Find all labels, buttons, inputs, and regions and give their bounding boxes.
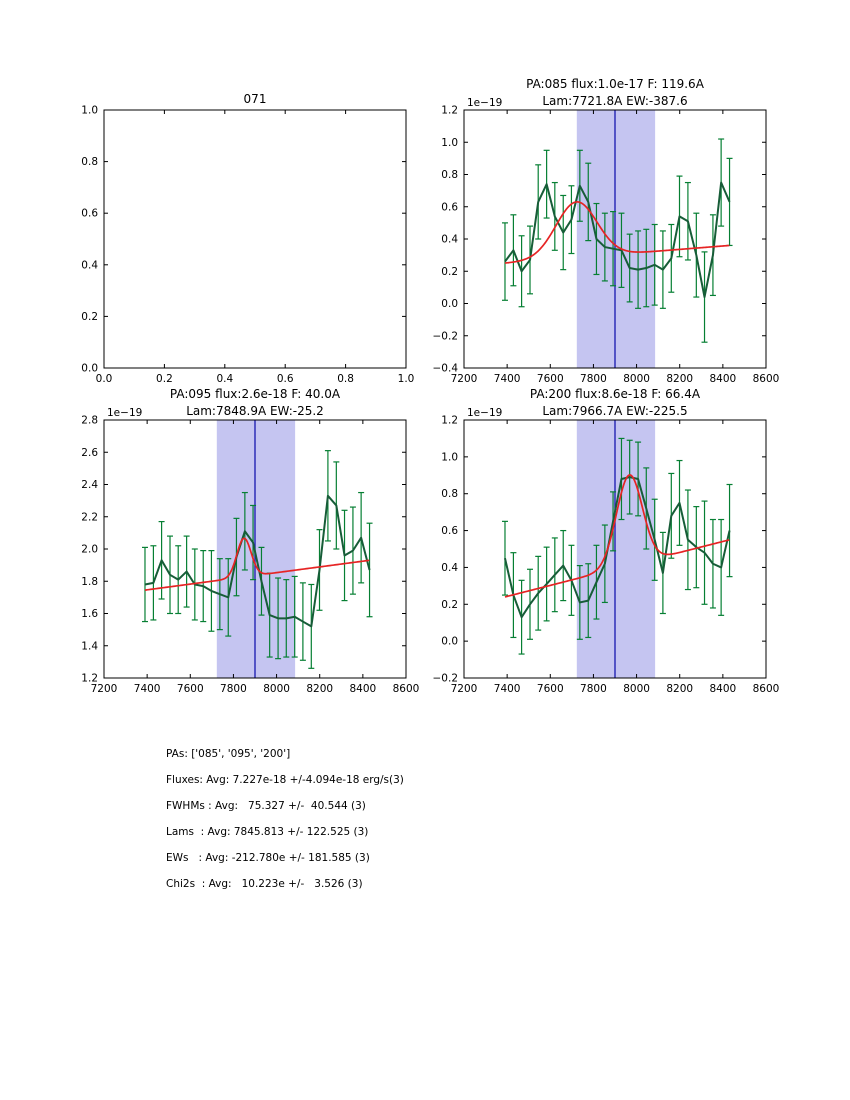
- y-tick-label: 0.2: [81, 310, 98, 323]
- x-tick-label: 7600: [176, 683, 204, 695]
- x-tick-label: 7600: [536, 683, 564, 695]
- x-tick-label: 8600: [392, 683, 420, 695]
- plot-title-line2: Lam:7721.8A EW:-387.6: [542, 94, 688, 108]
- subplot-top-left: [81, 92, 414, 385]
- x-tick-label: 8000: [623, 683, 650, 695]
- x-tick-label: 8400: [709, 683, 737, 695]
- selection-band: [217, 420, 295, 678]
- y-tick-label: 1.2: [441, 414, 458, 427]
- y-tick-label: 0.0: [81, 362, 98, 375]
- y-tick-label: 0.8: [441, 169, 458, 181]
- plot-title: 071: [243, 92, 267, 106]
- summary-text-block: [166, 741, 404, 897]
- subplot-bottom-left: [81, 387, 419, 695]
- axis-offset-label: 1e−19: [467, 97, 503, 109]
- x-tick-label: 8200: [666, 683, 694, 695]
- plot-title-line1: PA:085 flux:1.0e-17 F: 119.6A: [526, 77, 704, 91]
- plot-title-line1: PA:200 flux:8.6e-18 F: 66.4A: [529, 387, 701, 401]
- y-tick-label: 0.6: [441, 201, 458, 214]
- summary-line-fwhms: FWHMs : Avg: 75.327 +/- 40.544 (3): [166, 800, 366, 812]
- axis-offset-label: 1e−19: [107, 407, 143, 419]
- x-tick-label: 0.4: [216, 373, 234, 385]
- subplot-bottom-right: [433, 387, 780, 695]
- x-tick-label: 7400: [133, 683, 161, 695]
- subplot-top-right: [433, 77, 780, 385]
- x-tick-label: 8600: [752, 373, 780, 385]
- y-tick-label: 1.2: [81, 672, 98, 685]
- x-tick-label: 8400: [349, 683, 377, 695]
- y-tick-label: 0.2: [441, 598, 458, 611]
- x-tick-label: 7800: [580, 683, 607, 695]
- y-tick-label: 1.6: [81, 608, 98, 620]
- x-tick-label: 8600: [752, 683, 780, 695]
- plot-title-line2: Lam:7966.7A EW:-225.5: [542, 404, 688, 418]
- y-tick-label: 2.4: [81, 479, 98, 491]
- x-tick-label: 0.8: [337, 373, 354, 385]
- x-tick-label: 0.6: [276, 373, 294, 385]
- y-tick-label: 0.6: [81, 207, 98, 220]
- x-tick-label: 7200: [90, 683, 118, 695]
- x-tick-label: 8200: [666, 373, 694, 385]
- x-tick-label: 8400: [709, 373, 737, 385]
- axes-frame: [104, 110, 406, 368]
- plot-title-line1: PA:095 flux:2.6e-18 F: 40.0A: [169, 387, 341, 401]
- y-tick-label: 2.6: [81, 446, 98, 459]
- y-tick-label: 0.6: [441, 525, 458, 538]
- x-tick-label: 8000: [623, 373, 650, 385]
- summary-line-lams: Lams : Avg: 7845.813 +/- 122.525 (3): [166, 826, 369, 838]
- x-tick-label: 8000: [263, 683, 290, 695]
- x-tick-label: 7400: [493, 373, 521, 385]
- y-tick-label: 2.2: [81, 511, 98, 524]
- y-tick-label: 1.0: [441, 136, 458, 149]
- x-tick-label: 7400: [493, 683, 521, 695]
- x-tick-label: 8200: [306, 683, 334, 695]
- y-tick-label: 1.0: [81, 104, 98, 117]
- y-tick-label: 1.0: [441, 451, 458, 464]
- axis-offset-label: 1e−19: [467, 407, 503, 419]
- y-tick-label: 2.8: [81, 414, 98, 427]
- y-tick-label: 2.0: [81, 543, 98, 556]
- summary-line-ews: EWs : Avg: -212.780e +/- 181.585 (3): [166, 852, 370, 864]
- summary-line-pas: PAs: ['085', '095', '200']: [166, 748, 291, 760]
- y-tick-label: −0.4: [432, 362, 458, 375]
- x-tick-label: 7600: [536, 373, 564, 385]
- y-tick-label: 0.8: [81, 156, 98, 169]
- x-tick-label: 1.0: [397, 373, 415, 385]
- summary-line-chi2s: Chi2s : Avg: 10.223e +/- 3.526 (3): [166, 878, 363, 890]
- y-tick-label: −0.2: [432, 330, 458, 343]
- y-tick-label: 0.4: [441, 233, 458, 246]
- x-tick-label: 7200: [450, 373, 478, 385]
- y-tick-label: 0.2: [441, 265, 458, 278]
- y-tick-label: 1.8: [81, 575, 98, 588]
- y-tick-label: 1.2: [441, 104, 458, 117]
- y-tick-label: 0.0: [441, 298, 458, 310]
- x-tick-label: 0.0: [95, 373, 113, 385]
- y-tick-label: 0.4: [441, 561, 458, 574]
- x-tick-label: 0.2: [156, 373, 173, 385]
- y-tick-label: −0.2: [432, 672, 458, 685]
- x-tick-label: 7200: [450, 683, 478, 695]
- x-tick-label: 7800: [580, 373, 607, 385]
- y-tick-label: 1.4: [81, 640, 98, 653]
- plot-title-line2: Lam:7848.9A EW:-25.2: [186, 404, 324, 418]
- y-tick-label: 0.8: [441, 488, 458, 501]
- x-tick-label: 7800: [220, 683, 247, 695]
- y-tick-label: 0.0: [441, 635, 458, 648]
- y-tick-label: 0.4: [81, 259, 98, 272]
- summary-line-fluxes: Fluxes: Avg: 7.227e-18 +/-4.094e-18 erg/s(3): [166, 774, 404, 786]
